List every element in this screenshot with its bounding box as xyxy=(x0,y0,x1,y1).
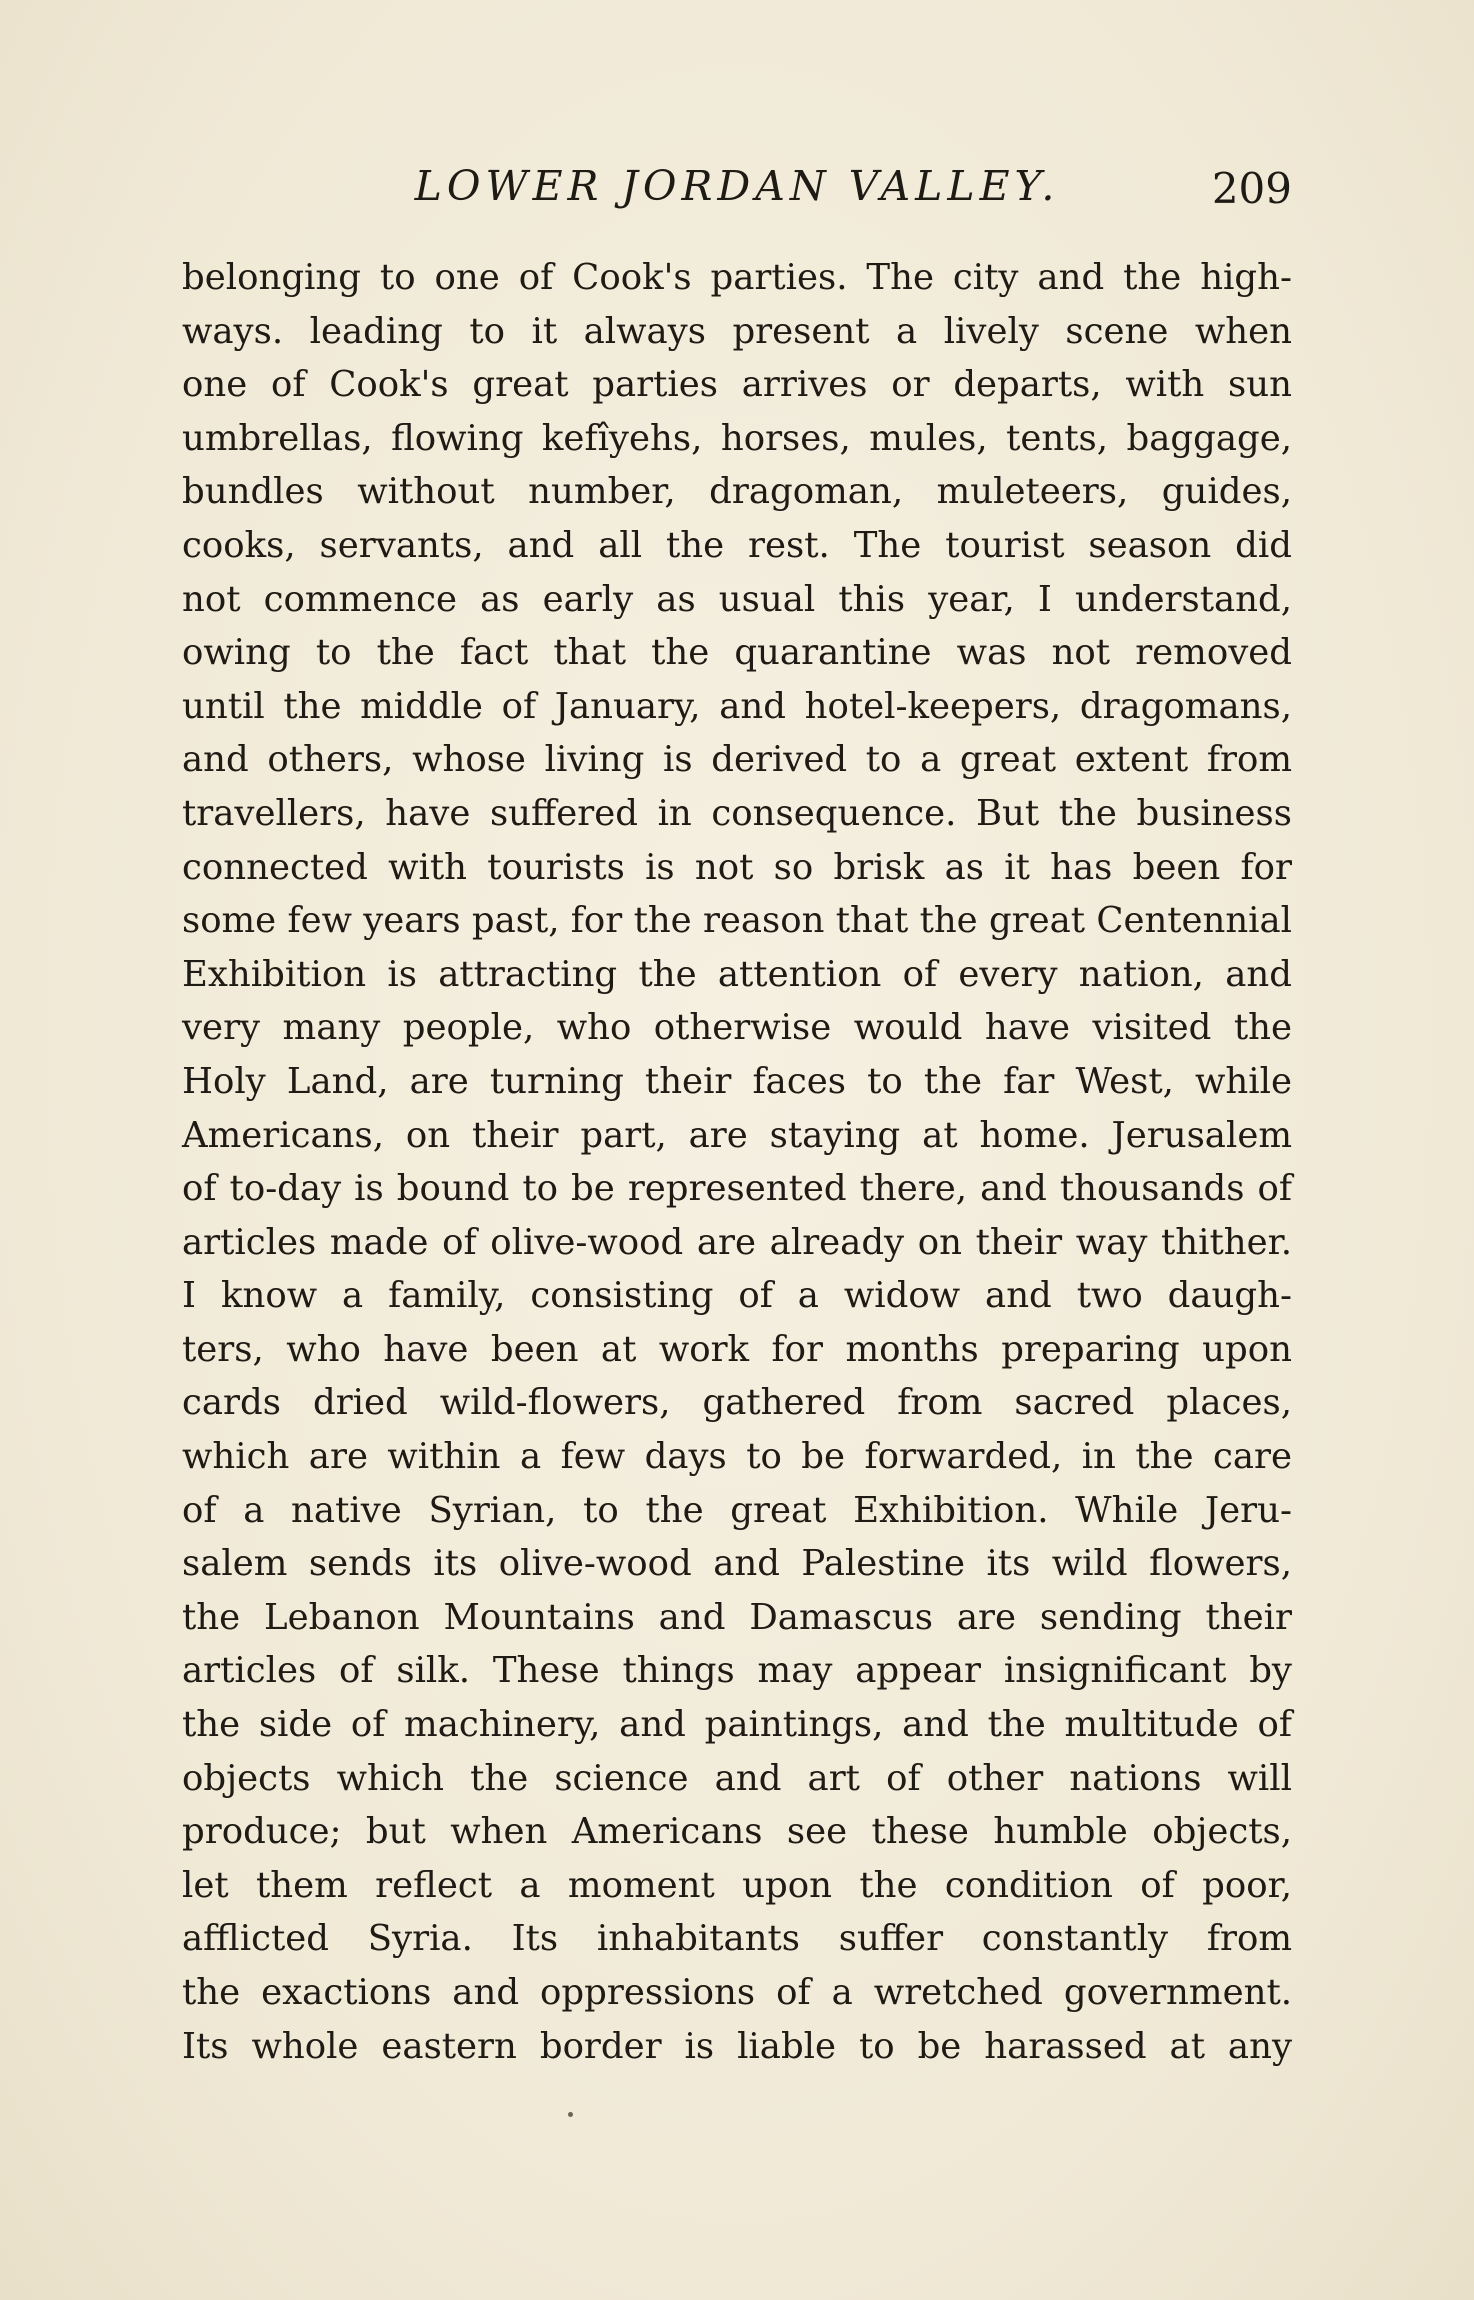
text-line: very many people, who otherwise would have visited the xyxy=(182,1007,1292,1049)
text-line: not commence as early as usual this year, I understand, xyxy=(182,578,1292,620)
text-line: Its whole eastern border is liable to be harassed at any xyxy=(182,2025,1292,2067)
body-text xyxy=(182,251,1292,2073)
text-line: let them reflect a moment upon the condition of poor, xyxy=(182,1864,1292,1906)
text-line: of a native Syrian, to the great Exhibition. While Jeru- xyxy=(182,1489,1292,1531)
text-line: ters, who have been at work for months preparing upon xyxy=(182,1328,1292,1370)
text-line: afflicted Syria. Its inhabitants suffer constantly from xyxy=(182,1918,1292,1960)
text-line: ways. leading to it always present a lively scene when xyxy=(182,310,1292,352)
text-line: of to-day is bound to be represented there, and thousands of xyxy=(182,1168,1292,1210)
text-line: Holy Land, are turning their faces to the far West, while xyxy=(182,1060,1292,1102)
text-line: Exhibition is attracting the attention of every nation, and xyxy=(182,953,1292,995)
text-line: and others, whose living is derived to a great extent from xyxy=(182,739,1292,781)
text-line: cooks, servants, and all the rest. The tourist season did xyxy=(182,524,1292,566)
text-line: the exactions and oppressions of a wretched government. xyxy=(182,1972,1292,2013)
text-line: connected with tourists is not so brisk as it has been for xyxy=(182,846,1292,888)
ink-speck xyxy=(568,2112,573,2117)
text-line: umbrellas, flowing kefîyehs, horses, mules, tents, baggage, xyxy=(182,417,1292,459)
text-line: some few years past, for the reason that the great Centennial xyxy=(182,900,1292,942)
text-line: owing to the fact that the quarantine was not removed xyxy=(182,632,1292,674)
text-line: objects which the science and art of other nations will xyxy=(182,1757,1292,1799)
text-line: cards dried wild-flowers, gathered from sacred places, xyxy=(182,1382,1292,1424)
text-line: one of Cook's great parties arrives or departs, with sun xyxy=(182,364,1292,406)
text-line: belonging to one of Cook's parties. The city and the high- xyxy=(182,257,1292,298)
text-line: until the middle of January, and hotel-keepers, dragomans, xyxy=(182,685,1292,727)
running-head xyxy=(182,162,1292,222)
text-line: the Lebanon Mountains and Damascus are sending their xyxy=(182,1596,1292,1638)
text-line: produce; but when Americans see these humble objects, xyxy=(182,1811,1292,1853)
text-line: I know a family, consisting of a widow and two daugh- xyxy=(182,1275,1292,1317)
text-line: Americans, on their part, are staying at home. Jerusalem xyxy=(182,1114,1292,1156)
text-line: articles of silk. These things may appear insignificant by xyxy=(182,1650,1292,1692)
text-line: bundles without number, dragoman, muleteers, guides, xyxy=(182,471,1292,513)
text-line: travellers, have suffered in consequence. But the business xyxy=(182,792,1292,834)
running-title: LOWER JORDAN VALLEY. xyxy=(414,162,1060,210)
text-line: salem sends its olive-wood and Palestine its wild flowers, xyxy=(182,1543,1292,1585)
text-line: articles made of olive-wood are already on their way thither. xyxy=(182,1221,1292,1263)
text-line: the side of machinery, and paintings, and the multitude of xyxy=(182,1704,1292,1746)
text-line: which are within a few days to be forwarded, in the care xyxy=(182,1436,1292,1478)
page-number: 209 xyxy=(1211,164,1292,213)
